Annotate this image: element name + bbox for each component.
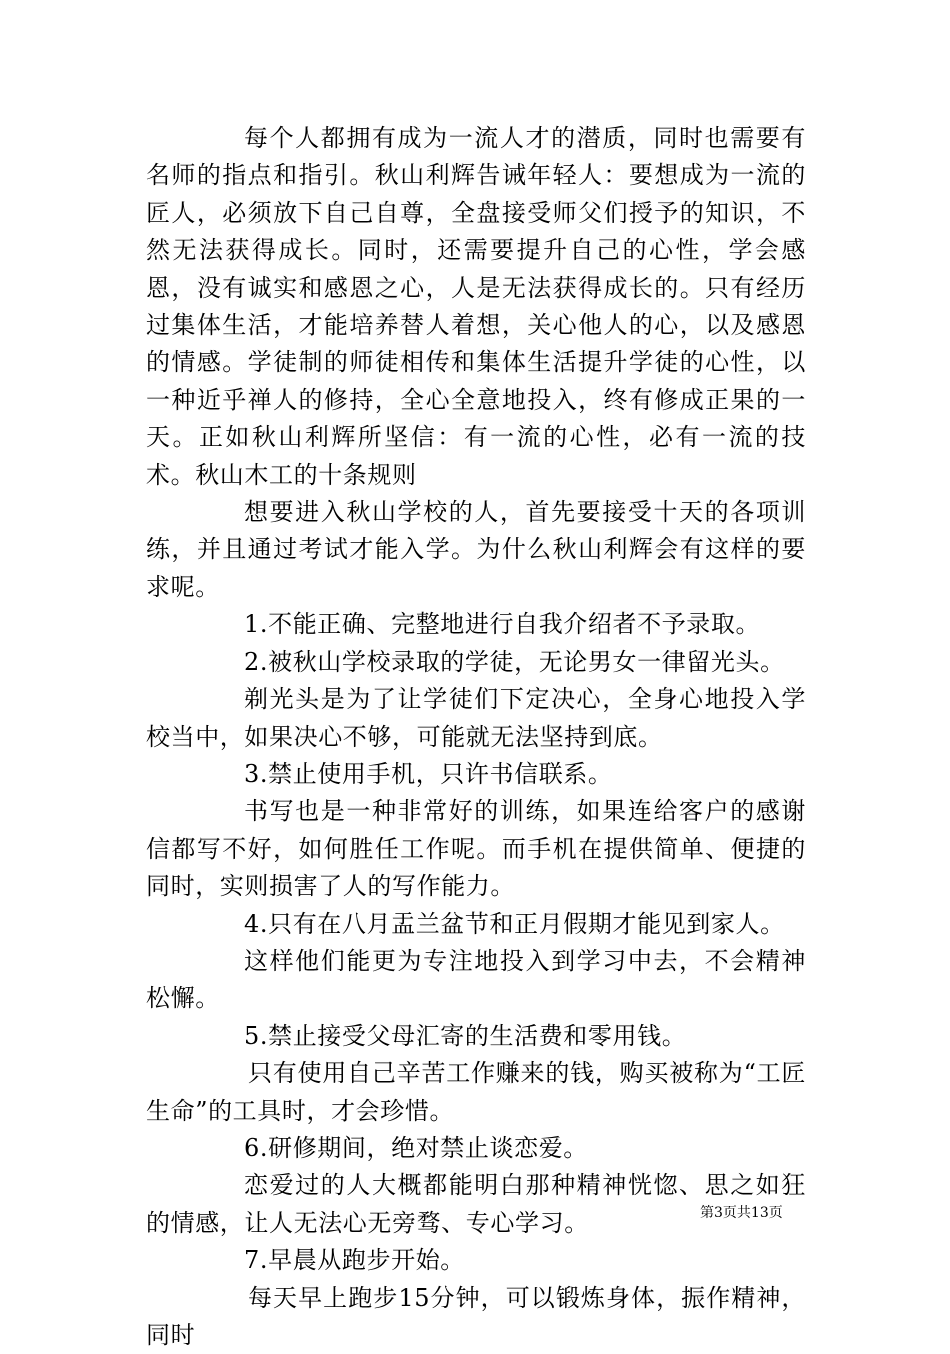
rule-5: 5.禁止接受父母汇寄的生活费和零用钱。 bbox=[244, 1021, 687, 1050]
rule-6: 6.研修期间，绝对禁止谈恋爱。 bbox=[244, 1133, 588, 1162]
rule-2: 2.被秋山学校录取的学徒，无论男女一律留光头。 bbox=[244, 647, 785, 676]
rule-5-explanation: 只有使用自己辛苦工作赚来的钱，购买被称为“工匠生命”的工具时，才会珍惜。 bbox=[146, 1059, 806, 1125]
page-number-footer: 第3页共13页 bbox=[700, 1205, 783, 1221]
rule-3: 3.禁止使用手机，只许书信联系。 bbox=[244, 759, 613, 788]
paragraph-intro: 每个人都拥有成为一流人才的潜质，同时也需要有名师的指点和指引。秋山利辉告诫年轻人：要想成为一流的匠人，必须放下自己自尊，全盘接受师父们授予的知识，不然无法获得成长。同时，还需要提升自己的心性，学会感恩，没有诚实和感恩之心，人是无法获得成长的。只有经历过集体生活，才能培养替人着想，关心他人的心，以及感恩的情感。学徒制的师徒相传和集体生活提升学徒的心性，以一种近乎禅人的修持，全心全意地投入，终有修成正果的一天。正如秋山利辉所坚信：有一流的心性，必有一流的技术。秋山木工的十条规则 bbox=[146, 124, 806, 489]
rule-3-explanation: 书写也是一种非常好的训练，如果连给客户的感谢信都写不好，如何胜任工作呢。而手机在提供简单、便捷的同时，实则损害了人的写作能力。 bbox=[146, 797, 806, 901]
rule-4-explanation: 这样他们能更为专注地投入到学习中去，不会精神松懈。 bbox=[146, 946, 806, 1013]
rule-6-explanation: 恋爱过的人大概都能明白那种精神恍惚、思之如狂的情感，让人无法心无旁骛、专心学习。 bbox=[146, 1171, 806, 1237]
rule-1: 1.不能正确、完整地进行自我介绍者不予录取。 bbox=[244, 610, 761, 639]
rule-7: 7.早晨从跑步开始。 bbox=[244, 1246, 465, 1275]
rule-4: 4.只有在八月盂兰盆节和正月假期才能见到家人。 bbox=[244, 909, 785, 938]
rule-2-explanation: 剃光头是为了让学徒们下定决心，全身心地投入学校当中，如果决心不够，可能就无法坚持到底。 bbox=[146, 685, 806, 751]
paragraph-admission: 想要进入秋山学校的人，首先要接受十天的各项训练，并且通过考试才能入学。为什么秋山利辉会有这样的要求呢。 bbox=[146, 498, 806, 601]
document-body bbox=[146, 120, 806, 1354]
rule-7-explanation: 每天早上跑步15分钟，可以锻炼身体，振作精神，同时 bbox=[146, 1283, 806, 1349]
